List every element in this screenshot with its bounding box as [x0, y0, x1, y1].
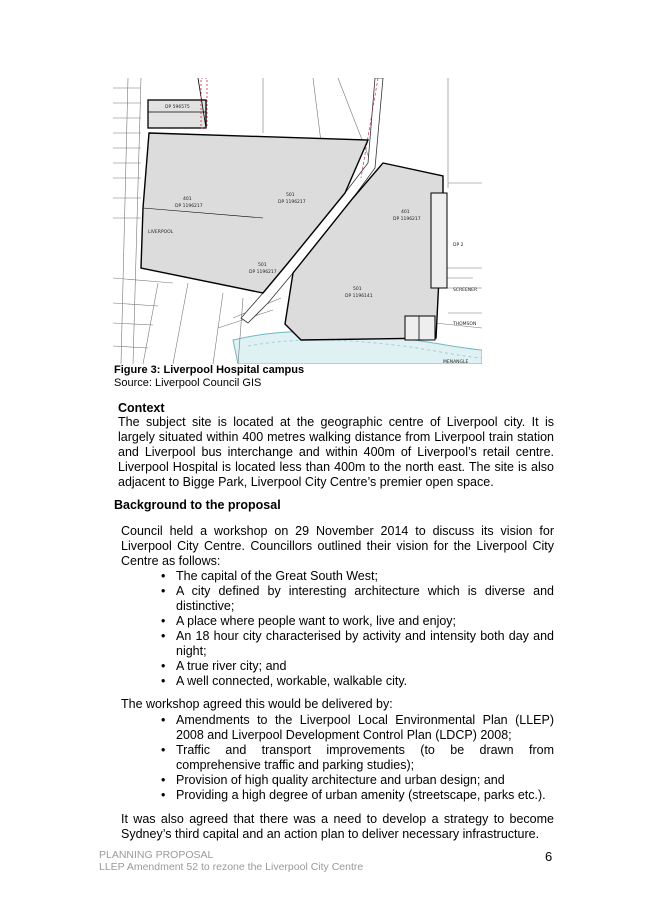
map-label: THOMSON — [453, 322, 477, 327]
vision-list — [161, 569, 554, 689]
delivery-list — [161, 713, 554, 803]
map-label: 501 — [286, 193, 295, 198]
footer-title: PLANNING PROPOSAL — [99, 849, 214, 861]
map-label: DP 1196141 — [345, 294, 373, 299]
footer-subtitle: LLEP Amendment 52 to rezone the Liverpool City Centre — [99, 861, 364, 873]
list-item: • Providing a high degree of urban amenity (streetscape, parks etc.). — [161, 788, 554, 803]
map-label: MENANGLE — [443, 360, 469, 364]
map-label: 501 — [353, 287, 362, 292]
background-heading: Background to the proposal — [114, 498, 281, 512]
site-map — [113, 78, 482, 364]
list-item: • Traffic and transport improvements (to be drawn from comprehensive traffic and parking studies); — [161, 743, 554, 773]
map-label: DP 1196217 — [393, 217, 421, 222]
list-item: • Provision of high quality architecture and urban design; and — [161, 773, 554, 788]
map-label: DP 2 — [453, 243, 464, 248]
map-label: SCREENER — [453, 288, 478, 293]
list-item: • A city defined by interesting architecture which is diverse and distinctive; — [161, 584, 554, 614]
map-label: 501 — [258, 263, 267, 268]
map-label: DP 1196217 — [175, 204, 203, 209]
figure-caption-title: Figure 3: Liverpool Hospital campus — [114, 364, 305, 376]
list-item: • A place where people want to work, live and enjoy; — [161, 614, 554, 629]
list-item: • An 18 hour city characterised by activity and intensity both day and night; — [161, 629, 554, 659]
map-label: DP 1196217 — [249, 270, 277, 275]
list-item: • Amendments to the Liverpool Local Environmental Plan (LLEP) 2008 and Liverpool Development Control Plan (LDCP) 2008; — [161, 713, 554, 743]
context-heading: Context — [118, 401, 165, 415]
map-label: LIVERPOOL — [148, 230, 174, 235]
map-label: 401 — [401, 210, 410, 215]
map-label: DP 1196217 — [278, 200, 306, 205]
figure-caption-source: Source: Liverpool Council GIS — [114, 377, 262, 389]
map-label: DP 596575 — [165, 105, 190, 110]
background-intro: Council held a workshop on 29 November 2014 to discuss its vision for Liverpool City Centre. Councillors outlined their vision for the Liverpool City Centre as follows: — [121, 524, 554, 568]
delivery-intro: The workshop agreed this would be delivered by: — [121, 697, 393, 711]
map-label: 401 — [183, 197, 192, 202]
list-item: • The capital of the Great South West; — [161, 569, 554, 584]
closing-paragraph: It was also agreed that there was a need to develop a strategy to become Sydney’s third capital and an action plan to deliver necessary infrastructure. — [121, 812, 554, 841]
list-item: • A true river city; and — [161, 659, 554, 674]
context-paragraph: The subject site is located at the geographic centre of Liverpool city. It is largely situated within 400 metres walking distance from Liverpool train station and Liverpool bus interchange and within 400m of Liverpool’s retail centre. Liverpool Hospital is located less than 400m to the north east. The site is also adjacent to Bigge Park, Liverpool City Centre’s premier open space. — [118, 415, 554, 489]
page-number: 6 — [545, 849, 553, 864]
list-item: • A well connected, workable, walkable city. — [161, 674, 554, 689]
